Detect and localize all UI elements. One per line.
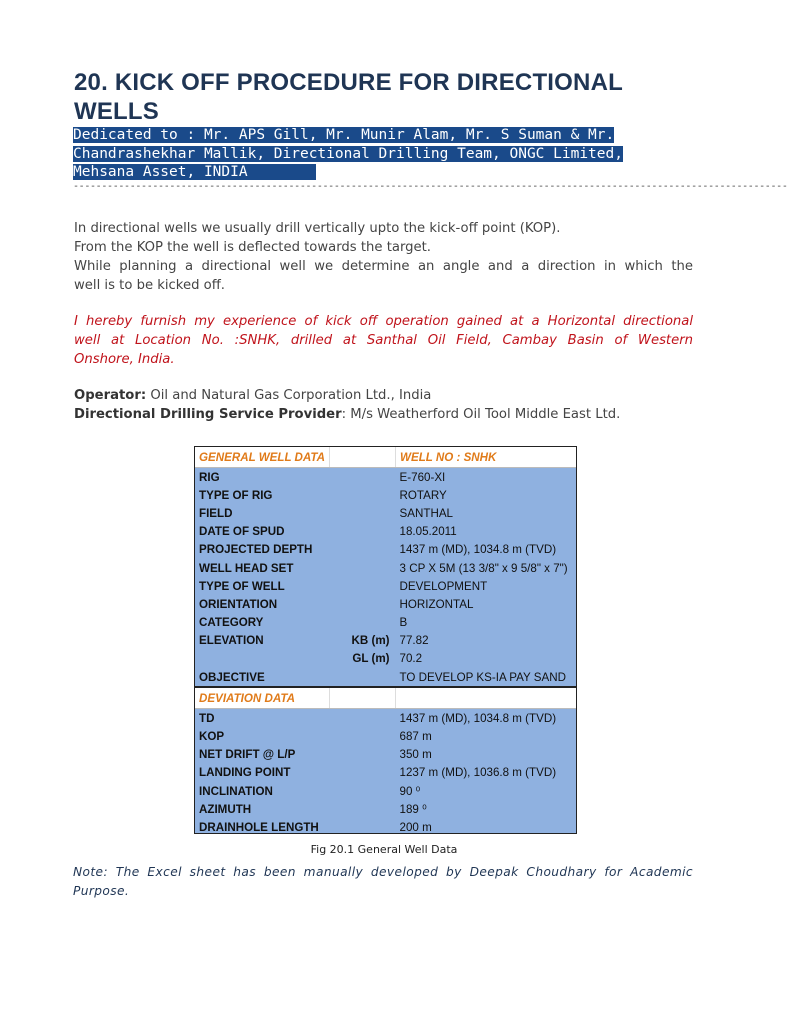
row-value: 687 m bbox=[399, 730, 432, 744]
row-value: SANTHAL bbox=[399, 506, 454, 520]
row-spacer bbox=[330, 800, 396, 818]
note-paragraph bbox=[73, 863, 693, 901]
provider-value: : M/s Weatherford Oil Tool Middle East Ltd. bbox=[341, 407, 621, 422]
row-sublabel: GL (m) bbox=[352, 652, 390, 666]
page-title: 20. KICK OFF PROCEDURE FOR DIRECTIONAL WELLS bbox=[74, 69, 623, 125]
experience-paragraph bbox=[74, 312, 693, 369]
table-row bbox=[195, 541, 576, 559]
intro-line-4: well is to be kicked off. bbox=[74, 278, 225, 293]
row-spacer bbox=[330, 727, 396, 745]
deviation-header-blank bbox=[396, 687, 576, 709]
experience-line-3: Onshore, India. bbox=[74, 352, 175, 367]
note-line-2: Purpose. bbox=[73, 884, 130, 898]
table-row bbox=[195, 764, 576, 782]
row-label: TD bbox=[199, 711, 215, 725]
row-label: LANDING POINT bbox=[199, 766, 291, 780]
row-spacer bbox=[330, 746, 396, 764]
table-row bbox=[195, 577, 576, 595]
table-row bbox=[195, 486, 576, 504]
figure-caption: Fig 20.1 General Well Data bbox=[310, 843, 458, 856]
row-sublabel bbox=[330, 468, 396, 487]
well-no-header: WELL NO : SNHK bbox=[396, 447, 576, 468]
operator-block bbox=[74, 386, 693, 424]
row-label: RIG bbox=[199, 470, 220, 484]
dedication-name-mallik: Chandrashekhar Mallik bbox=[73, 145, 257, 162]
row-label: INCLINATION bbox=[199, 784, 273, 798]
row-spacer bbox=[330, 764, 396, 782]
row-value: 70.2 bbox=[399, 652, 423, 666]
row-label: NET DRIFT @ L/P bbox=[199, 748, 296, 762]
row-value: 3 CP X 5M (13 3/8" x 9 5/8" x 7") bbox=[399, 561, 568, 575]
row-label: TYPE OF WELL bbox=[199, 579, 285, 593]
table-row bbox=[195, 650, 576, 668]
row-value: B bbox=[399, 616, 408, 630]
table-row bbox=[195, 523, 576, 541]
table-row bbox=[195, 468, 576, 487]
row-value: TO DEVELOP KS-IA PAY SAND bbox=[399, 670, 566, 684]
table-row bbox=[195, 782, 576, 800]
row-sublabel bbox=[330, 577, 396, 595]
row-value: 90 ⁰ bbox=[399, 785, 421, 799]
row-sublabel bbox=[330, 541, 396, 559]
row-label: WELL HEAD SET bbox=[199, 561, 294, 575]
row-label: OBJECTIVE bbox=[199, 670, 265, 684]
row-label: DATE OF SPUD bbox=[199, 525, 285, 539]
experience-line-2: well at Location No. :SNHK, drilled at Santhal Oil Field, Cambay Basin of Western bbox=[74, 333, 693, 348]
table-row bbox=[195, 727, 576, 745]
well-data-table bbox=[194, 446, 577, 834]
row-spacer bbox=[330, 782, 396, 800]
table-row bbox=[195, 559, 576, 577]
row-sublabel bbox=[330, 504, 396, 522]
row-label: TYPE OF RIG bbox=[199, 488, 273, 502]
row-sublabel bbox=[330, 668, 396, 687]
row-sublabel bbox=[330, 523, 396, 541]
row-label: CATEGORY bbox=[199, 616, 264, 630]
row-value: 200 m bbox=[399, 820, 432, 834]
row-sublabel bbox=[330, 614, 396, 632]
row-value: 1437 m (MD), 1034.8 m (TVD) bbox=[399, 543, 557, 557]
table-row bbox=[195, 632, 576, 650]
row-sublabel bbox=[330, 486, 396, 504]
row-value: E-760-XI bbox=[399, 470, 446, 484]
row-spacer bbox=[330, 709, 396, 728]
row-sublabel bbox=[330, 559, 396, 577]
row-label: ELEVATION bbox=[199, 634, 264, 648]
table-row bbox=[195, 709, 576, 728]
row-value: 1237 m (MD), 1036.8 m (TVD) bbox=[399, 766, 557, 780]
dedication-line-3: Mehsana Asset, INDIA bbox=[73, 164, 316, 180]
row-label: PROJECTED DEPTH bbox=[199, 543, 313, 557]
dedication bbox=[73, 126, 694, 182]
row-label: DRAINHOLE LENGTH bbox=[199, 820, 319, 834]
deviation-data-header: DEVIATION DATA bbox=[195, 687, 330, 709]
note-line-1: Note: The Excel sheet has been manually developed by Deepak Choudhary for Academic bbox=[73, 865, 693, 879]
row-value: ROTARY bbox=[399, 488, 447, 502]
provider-label: Directional Drilling Service Provider bbox=[74, 407, 342, 422]
table-row bbox=[195, 746, 576, 764]
table-row bbox=[195, 800, 576, 818]
table-row bbox=[195, 614, 576, 632]
intro-paragraph bbox=[74, 219, 693, 295]
deviation-header-spacer bbox=[330, 687, 396, 709]
row-label: AZIMUTH bbox=[199, 802, 252, 816]
dedication-line-2: , Directional Drilling Team, ONGC Limited, bbox=[256, 145, 623, 162]
dedication-line-1: Dedicated to : Mr. APS Gill, Mr. Munir Alam, Mr. S Suman & Mr. bbox=[73, 127, 615, 143]
row-label bbox=[195, 650, 330, 668]
row-value: 189 ⁰ bbox=[399, 803, 427, 817]
row-value: DEVELOPMENT bbox=[399, 579, 488, 593]
row-spacer bbox=[330, 818, 396, 836]
table-row bbox=[195, 504, 576, 522]
table-row bbox=[195, 595, 576, 613]
row-value: 18.05.2011 bbox=[399, 525, 457, 539]
table-header-row bbox=[195, 447, 576, 468]
table-row bbox=[195, 668, 576, 687]
row-sublabel: KB (m) bbox=[351, 634, 390, 648]
row-value: 77.82 bbox=[399, 634, 429, 648]
intro-line-1: In directional wells we usually drill vertically upto the kick-off point (KOP). bbox=[74, 221, 561, 236]
separator-rule: ------------------------------------------------------------------------------------------------------------------------------ bbox=[73, 181, 788, 192]
row-label: KOP bbox=[199, 730, 225, 744]
operator-label: Operator: bbox=[74, 388, 147, 403]
general-well-data-header: GENERAL WELL DATA bbox=[195, 447, 330, 468]
experience-line-1: I hereby furnish my experience of kick off operation gained at a Horizontal directional bbox=[74, 314, 693, 329]
deviation-header-row bbox=[195, 687, 576, 709]
row-label: ORIENTATION bbox=[199, 597, 278, 611]
intro-line-3: While planning a directional well we determine an angle and a direction in which the bbox=[74, 259, 693, 274]
row-sublabel bbox=[330, 595, 396, 613]
intro-line-2: From the KOP the well is deflected towards the target. bbox=[74, 240, 431, 255]
row-value: HORIZONTAL bbox=[399, 597, 474, 611]
row-value: 350 m bbox=[399, 748, 432, 762]
row-label: FIELD bbox=[199, 506, 233, 520]
row-value: 1437 m (MD), 1034.8 m (TVD) bbox=[399, 711, 557, 725]
table-row bbox=[195, 818, 576, 836]
operator-value: Oil and Natural Gas Corporation Ltd., India bbox=[146, 388, 432, 403]
